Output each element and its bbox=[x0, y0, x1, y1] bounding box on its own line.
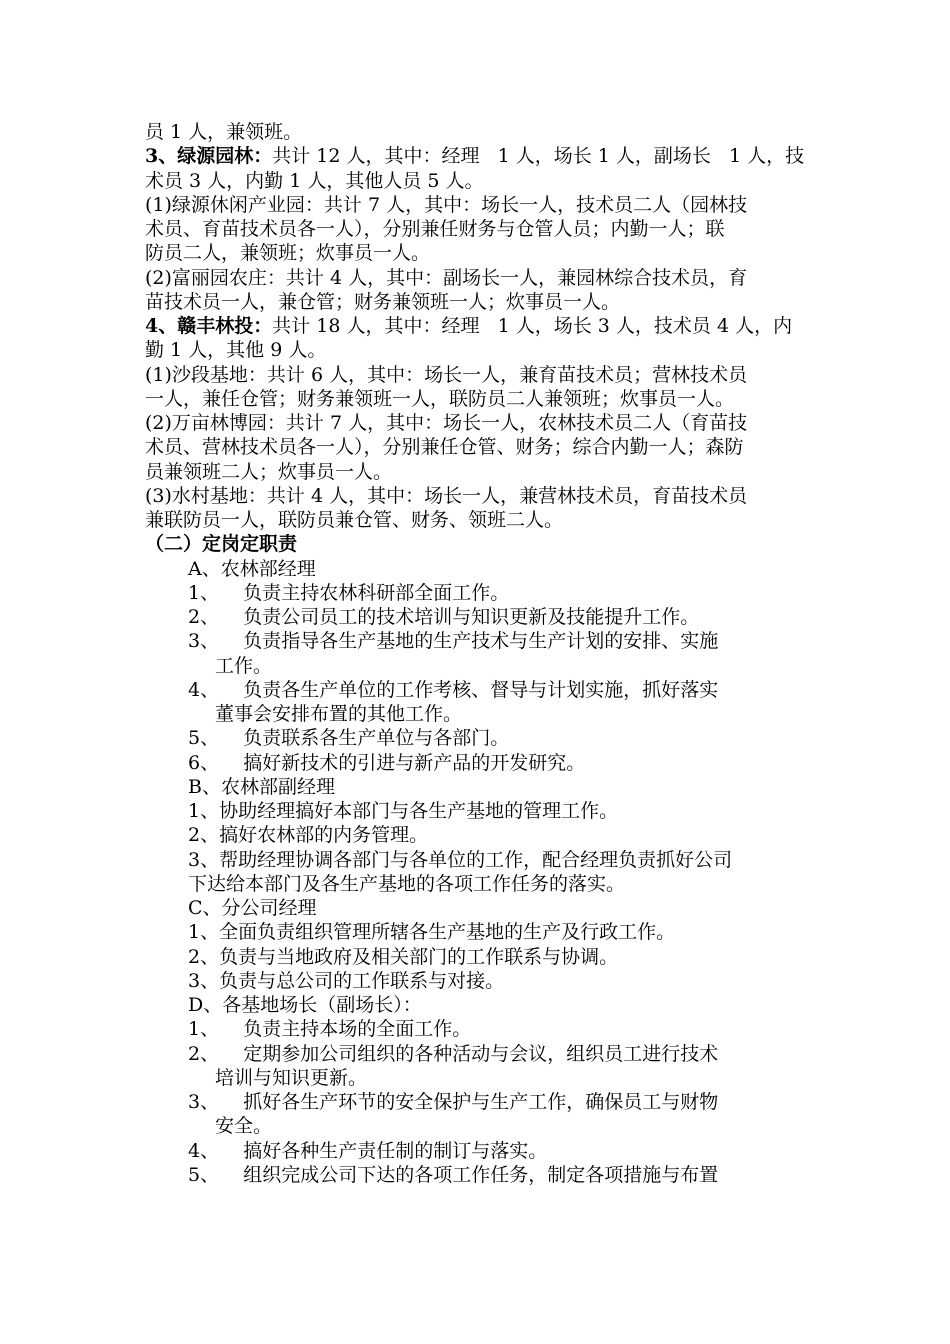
text-line bbox=[188, 969, 504, 993]
line-text: 苗技术员一人，兼仓管；财务兼领班一人；炊事员一人。 bbox=[145, 291, 621, 313]
text-line bbox=[188, 1090, 718, 1114]
bold-heading-text: 4、赣丰林投： bbox=[145, 315, 273, 337]
line-text: 共计 18 人，其中：经理 1 人，场长 3 人，技术员 4 人，内 bbox=[272, 315, 793, 337]
text-line bbox=[188, 896, 317, 920]
text-line bbox=[188, 823, 428, 847]
text-line bbox=[188, 848, 732, 872]
line-text: 共计 12 人，其中：经理 1 人，场长 1 人，副场长 1 人，技 bbox=[272, 145, 805, 167]
line-text: 一人，兼任仓管；财务兼领班一人，联防员二人兼领班；炊事员一人。 bbox=[145, 388, 735, 410]
text-line bbox=[145, 314, 792, 338]
text-line bbox=[145, 411, 747, 435]
text-line bbox=[145, 484, 747, 508]
text-line bbox=[188, 920, 675, 944]
line-text: 1、全面负责组织管理所辖各生产基地的生产及行政工作。 bbox=[188, 921, 676, 943]
text-line bbox=[188, 1163, 718, 1187]
line-text: 工作。 bbox=[215, 655, 273, 677]
line-text: 2、 负责公司员工的技术培训与知识更新及技能提升工作。 bbox=[188, 606, 700, 628]
text-line bbox=[188, 629, 718, 653]
text-line bbox=[215, 1066, 367, 1090]
line-text: 勤 1 人，其他 9 人。 bbox=[145, 339, 327, 361]
text-line bbox=[188, 775, 335, 799]
line-text: 3、负责与总公司的工作联系与对接。 bbox=[188, 970, 505, 992]
text-line bbox=[188, 872, 625, 896]
text-line bbox=[188, 1017, 471, 1041]
text-line bbox=[215, 702, 462, 726]
text-line bbox=[188, 945, 618, 969]
line-text: 5、 负责联系各生产单位与各部门。 bbox=[188, 727, 510, 749]
line-text: 术员 3 人，内勤 1 人，其他人员 5 人。 bbox=[145, 170, 484, 192]
text-line bbox=[145, 120, 302, 144]
line-text: 术员、营林技术员各一人），分别兼任仓管、财务；综合内勤一人；森防 bbox=[145, 436, 744, 458]
text-line bbox=[145, 532, 297, 556]
text-line bbox=[145, 169, 484, 193]
line-text: 1、 负责主持本场的全面工作。 bbox=[188, 1018, 472, 1040]
line-text: 防员二人，兼领班；炊事员一人。 bbox=[145, 242, 431, 264]
text-line bbox=[145, 363, 747, 387]
line-text: 3、 抓好各生产环节的安全保护与生产工作，确保员工与财物 bbox=[188, 1091, 719, 1113]
text-line bbox=[145, 338, 326, 362]
line-text: 下达给本部门及各生产基地的各项工作任务的落实。 bbox=[188, 873, 626, 895]
line-text: 4、 负责各生产单位的工作考核、督导与计划实施，抓好落实 bbox=[188, 679, 719, 701]
line-text: 2、负责与当地政府及相关部门的工作联系与协调。 bbox=[188, 946, 619, 968]
line-text: 3、 负责指导各生产基地的生产技术与生产计划的安排、实施 bbox=[188, 630, 719, 652]
text-line bbox=[145, 435, 744, 459]
line-text: 培训与知识更新。 bbox=[215, 1067, 368, 1089]
text-line bbox=[145, 290, 620, 314]
line-text: 2、 定期参加公司组织的各种活动与会议，组织员工进行技术 bbox=[188, 1043, 719, 1065]
line-text: (2)万亩林博园：共计 7 人，其中：场长一人，农林技术员二人（育苗技 bbox=[145, 412, 748, 434]
bold-heading-text: 3、绿源园林： bbox=[145, 145, 273, 167]
text-line bbox=[188, 605, 699, 629]
line-text: 3、帮助经理协调各部门与各单位的工作，配合经理负责抓好公司 bbox=[188, 849, 733, 871]
text-line bbox=[145, 266, 747, 290]
text-line bbox=[145, 241, 430, 265]
line-text: 1、 负责主持农林科研部全面工作。 bbox=[188, 582, 510, 604]
text-line bbox=[188, 1139, 547, 1163]
line-text: B、农林部副经理 bbox=[188, 776, 335, 798]
text-line bbox=[188, 557, 316, 581]
line-text: (2)富丽园农庄：共计 4 人，其中：副场长一人，兼园林综合技术员，育 bbox=[145, 267, 748, 289]
bold-heading-text: （二）定岗定职责 bbox=[145, 533, 298, 555]
text-line bbox=[188, 799, 618, 823]
line-text: 兼联防员一人，联防员兼仓管、财务、领班二人。 bbox=[145, 509, 564, 531]
text-line bbox=[215, 654, 272, 678]
text-line bbox=[145, 144, 804, 168]
text-line bbox=[188, 1042, 718, 1066]
text-line bbox=[215, 1114, 272, 1138]
line-text: (1)绿源休闲产业园：共计 7 人，其中：场长一人，技术员二人（园林技 bbox=[145, 194, 748, 216]
text-line bbox=[145, 217, 725, 241]
line-text: 6、 搞好新技术的引进与新产品的开发研究。 bbox=[188, 752, 586, 774]
text-line bbox=[188, 678, 718, 702]
text-line bbox=[145, 508, 563, 532]
line-text: 5、 组织完成公司下达的各项工作任务，制定各项措施与布置 bbox=[188, 1164, 719, 1186]
line-text: 术员、育苗技术员各一人），分别兼任财务与仓管人员；内勤一人；联 bbox=[145, 218, 725, 240]
text-line bbox=[145, 460, 392, 484]
line-text: (1)沙段基地：共计 6 人，其中：场长一人，兼育苗技术员；营林技术员 bbox=[145, 364, 748, 386]
line-text: 2、搞好农林部的内务管理。 bbox=[188, 824, 429, 846]
line-text: 员 1 人，兼领班。 bbox=[145, 121, 303, 143]
text-line bbox=[188, 581, 509, 605]
line-text: D、各基地场长（副场长）： bbox=[188, 994, 422, 1016]
text-line bbox=[145, 387, 734, 411]
text-line bbox=[188, 751, 585, 775]
line-text: A、农林部经理 bbox=[188, 558, 316, 580]
line-text: 4、 搞好各种生产责任制的制订与落实。 bbox=[188, 1140, 548, 1162]
line-text: 员兼领班二人；炊事员一人。 bbox=[145, 461, 393, 483]
text-line bbox=[188, 993, 422, 1017]
text-line bbox=[145, 193, 747, 217]
text-line bbox=[188, 726, 509, 750]
line-text: (3)水村基地：共计 4 人，其中：场长一人，兼营林技术员，育苗技术员 bbox=[145, 485, 748, 507]
line-text: 1、协助经理搞好本部门与各生产基地的管理工作。 bbox=[188, 800, 619, 822]
line-text: 安全。 bbox=[215, 1115, 273, 1137]
line-text: C、分公司经理 bbox=[188, 897, 317, 919]
line-text: 董事会安排布置的其他工作。 bbox=[215, 703, 463, 725]
